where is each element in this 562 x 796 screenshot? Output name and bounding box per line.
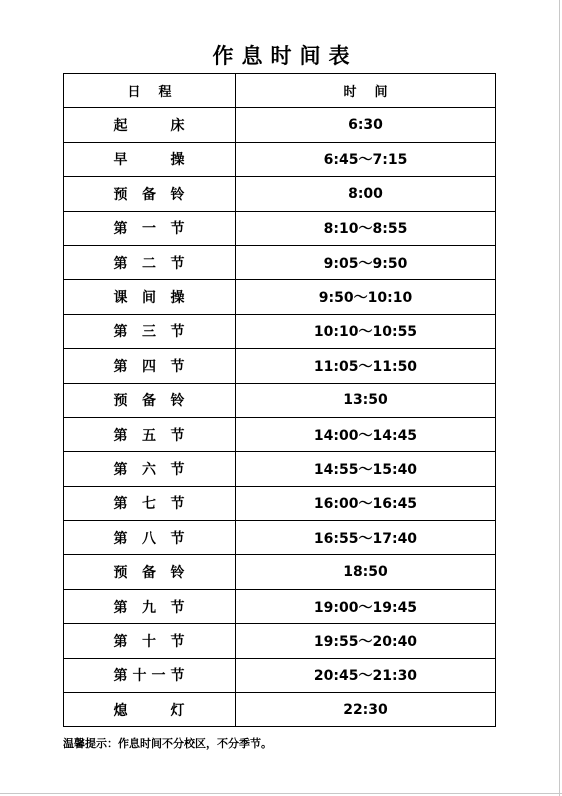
- schedule-item-name: 第六节: [113, 461, 186, 478]
- table-row: [64, 177, 496, 211]
- schedule-time-cell: 11:05～11:50: [236, 349, 496, 383]
- table-row: [64, 349, 496, 383]
- table-row: [64, 417, 496, 451]
- schedule-time-cell: 6:30: [236, 108, 496, 142]
- footnote: 温馨提示：作息时间不分校区，不分季节。: [63, 737, 272, 750]
- table-row: [64, 624, 496, 658]
- table-row: [64, 245, 496, 279]
- schedule-item-name: 预备铃: [113, 186, 186, 203]
- table-row: [64, 521, 496, 555]
- schedule-item-cell: [64, 624, 236, 658]
- table-row: [64, 555, 496, 589]
- column-header-time: [236, 74, 496, 108]
- schedule-time-cell: 16:55～17:40: [236, 521, 496, 555]
- schedule-item-cell: [64, 486, 236, 520]
- schedule-item-cell: [64, 211, 236, 245]
- table-row: [64, 383, 496, 417]
- schedule-item-cell: [64, 383, 236, 417]
- table-row: [64, 658, 496, 692]
- schedule-time-cell: 9:05～9:50: [236, 245, 496, 279]
- table-row: [64, 211, 496, 245]
- schedule-item-cell: [64, 589, 236, 623]
- schedule-time-cell: 13:50: [236, 383, 496, 417]
- schedule-time-cell: 20:45～21:30: [236, 658, 496, 692]
- schedule-time-cell: 14:55～15:40: [236, 452, 496, 486]
- schedule-time-cell: 22:30: [236, 693, 496, 727]
- column-header-schedule: [64, 74, 236, 108]
- table-row: [64, 589, 496, 623]
- schedule-time-cell: 10:10～10:55: [236, 314, 496, 348]
- schedule-time-cell: 18:50: [236, 555, 496, 589]
- schedule-item-cell: [64, 108, 236, 142]
- schedule-item-cell: [64, 417, 236, 451]
- schedule-item-name: 起床: [113, 118, 186, 135]
- page-title: 作息时间表: [212, 44, 358, 68]
- table-row: [64, 314, 496, 348]
- schedule-time-cell: 14:00～14:45: [236, 417, 496, 451]
- schedule-table: [63, 73, 496, 727]
- table-row: [64, 452, 496, 486]
- table-row: [64, 142, 496, 176]
- schedule-item-cell: [64, 142, 236, 176]
- schedule-item-name: 预备铃: [113, 393, 186, 410]
- schedule-time-cell: 16:00～16:45: [236, 486, 496, 520]
- schedule-item-name: 课间操: [113, 290, 186, 307]
- table-header-row: [64, 74, 496, 108]
- schedule-item-name: 第一节: [113, 221, 186, 238]
- schedule-item-name: 第十节: [113, 633, 186, 650]
- schedule-time-cell: 9:50～10:10: [236, 280, 496, 314]
- schedule-time-cell: 19:55～20:40: [236, 624, 496, 658]
- schedule-time-cell: 8:10～8:55: [236, 211, 496, 245]
- schedule-item-cell: [64, 693, 236, 727]
- schedule-item-cell: [64, 245, 236, 279]
- schedule-item-cell: [64, 280, 236, 314]
- schedule-item-name: 第七节: [113, 496, 186, 513]
- schedule-item-cell: [64, 521, 236, 555]
- schedule-item-name: 第四节: [113, 358, 186, 375]
- column-header-time-label: 时间: [343, 85, 388, 101]
- schedule-item-name: 第九节: [113, 599, 186, 616]
- schedule-item-cell: [64, 555, 236, 589]
- schedule-item-name: 第二节: [113, 255, 186, 272]
- page-edge: [559, 0, 560, 796]
- schedule-item-name: 第八节: [113, 530, 186, 547]
- schedule-item-cell: [64, 177, 236, 211]
- page-edge: [0, 793, 562, 794]
- table-row: [64, 108, 496, 142]
- schedule-item-cell: [64, 349, 236, 383]
- schedule-item-name: 熄灯: [113, 702, 186, 719]
- schedule-item-name: 第五节: [113, 427, 186, 444]
- table-row: [64, 693, 496, 727]
- schedule-item-cell: [64, 658, 236, 692]
- table-row: [64, 486, 496, 520]
- schedule-time-cell: 8:00: [236, 177, 496, 211]
- schedule-time-cell: 19:00～19:45: [236, 589, 496, 623]
- column-header-schedule-label: 日程: [127, 85, 172, 101]
- schedule-item-name: 预备铃: [113, 565, 186, 582]
- schedule-time-cell: 6:45～7:15: [236, 142, 496, 176]
- table-row: [64, 280, 496, 314]
- schedule-item-cell: [64, 452, 236, 486]
- schedule-item-cell: [64, 314, 236, 348]
- schedule-item-name: 早操: [113, 152, 186, 169]
- schedule-item-name: 第三节: [113, 324, 186, 341]
- schedule-item-name: 第十一节: [113, 668, 186, 685]
